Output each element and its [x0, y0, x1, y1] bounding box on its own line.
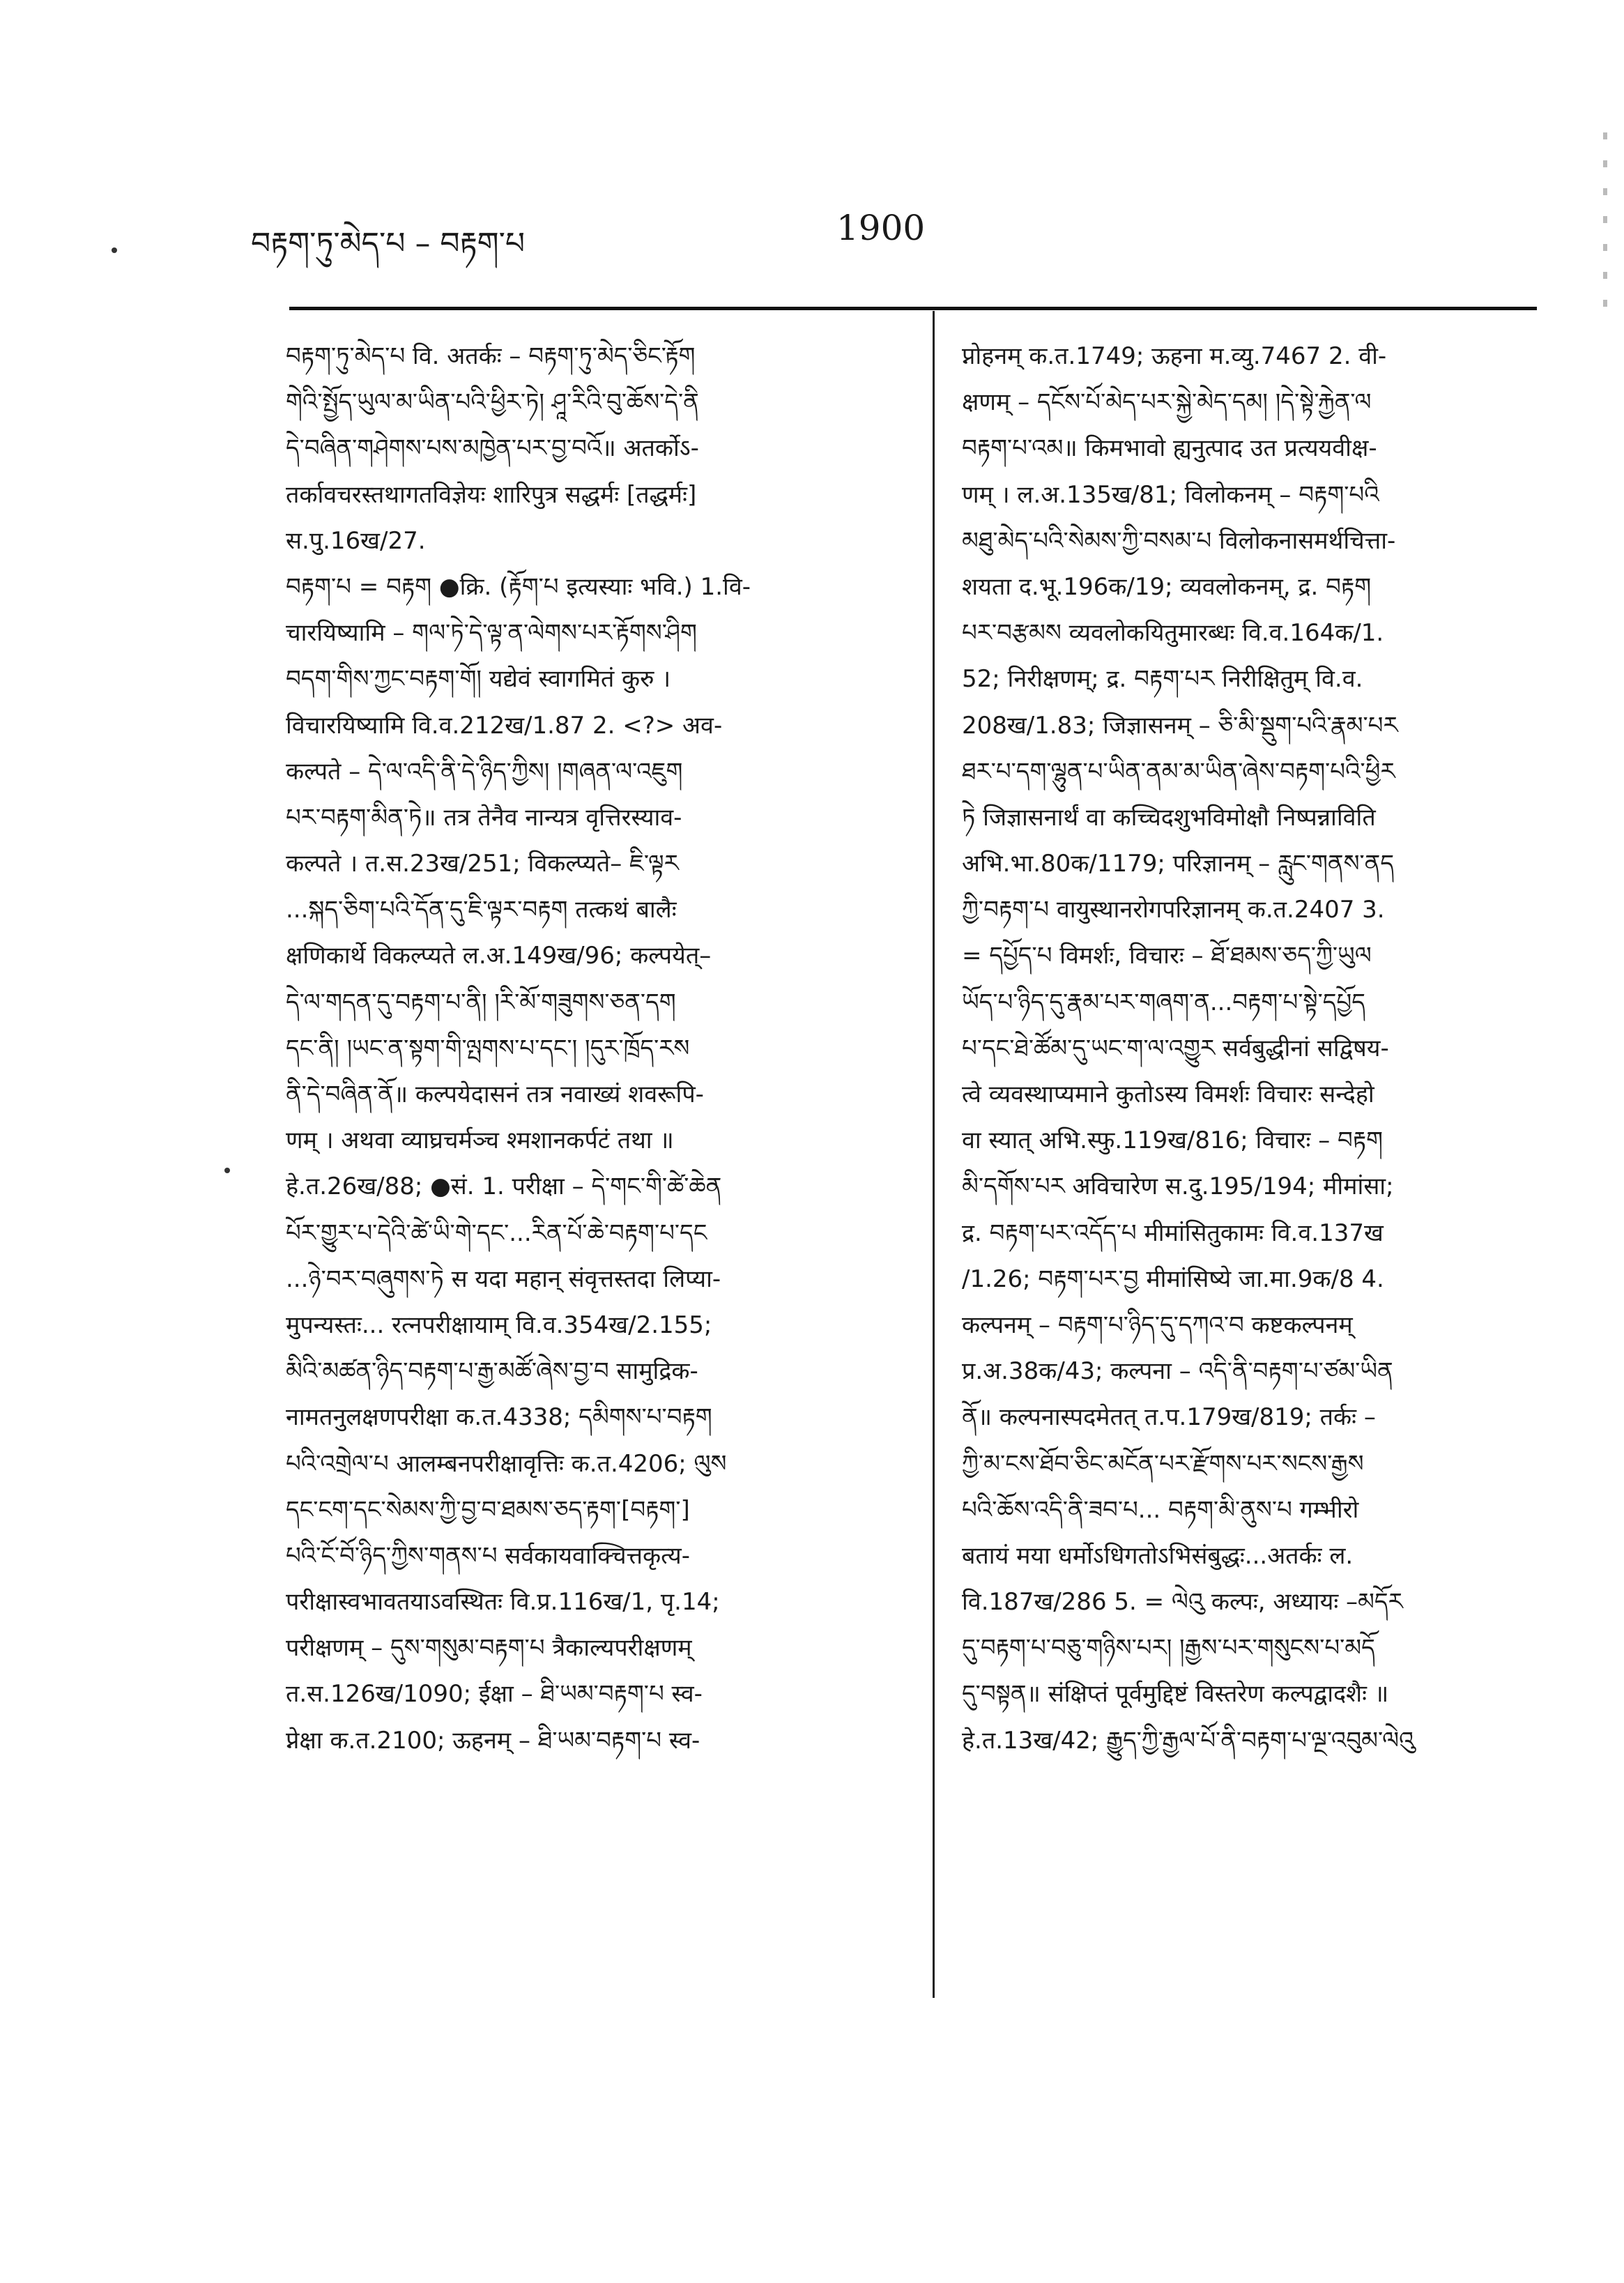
text-line: द्र. བརྟག་པར་འདོད་པ मीमांसितुकामः वि.व.137ख — [962, 1219, 1384, 1247]
text-line: མཐུ་མེད་པའི་སེམས་ཀྱི་བསམ་པ विलोकनासमर्थचित्ता- — [962, 526, 1396, 555]
text-line: མི་དགོས་པར अविचारेण स.दु.195/194; मीमांसा; — [962, 1173, 1394, 1201]
text-line: པའི་ཆོས་འདི་ནི་ཟབ་པ... བརྟག་མི་ནུས་པ गम्भीरो — [962, 1495, 1359, 1524]
speck-mark — [112, 247, 117, 253]
text-line: བརྟག་པ = བརྟག ●क्रि. (རྟོག་པ इत्यस्याः भवि.) 1.वि- — [286, 572, 751, 601]
left-column — [286, 333, 868, 1764]
header-rule — [289, 307, 1537, 310]
text-line: स.पु.16ख/27. — [286, 526, 426, 555]
text-line: बतायं मया धर्मोऽधिगतोऽभिसंबुद्धः...अतर्कः ल. — [962, 1541, 1354, 1570]
text-line: དང་ནི། །ཡང་ན་སྟག་གི་ལྤགས་པ་དང་། །དུར་ཁྲོད་རས — [286, 1034, 690, 1062]
text-line: त.स.126ख/1090; ईक्षा – ཐི་ཡམ་བརྟག་པ स्व- — [286, 1680, 703, 1709]
text-line: དུ་བརྟག་པ་བཅུ་གཉིས་པར། །རྒྱས་པར་གསུངས་པ་མདོ — [962, 1634, 1375, 1663]
speck-mark — [224, 1168, 230, 1173]
text-line: हे.त.13ख/42; རྒྱུད་ཀྱི་རྒྱལ་པོ་ནི་བརྟག་པ་ལྔ་འབུམ་ལེའུ — [962, 1726, 1415, 1755]
text-line: བདག་གིས་ཀྱང་བརྟག་གོ། यद्येवं स्वागमितं कुरु । — [286, 665, 671, 694]
page-number: 1900 — [836, 208, 926, 248]
text-line: པ་དང་ཐེ་ཚོམ་དུ་ཡང་ག་ལ་འགྱུར सर्वबुद्धीनां सद्विषय- — [962, 1034, 1389, 1062]
text-line: मुपन्यस्तः... रत्नपरीक्षायाम् वि.व.354ख/2.155; — [286, 1311, 712, 1339]
text-line: བརྟག་པ་འམ॥ किमभावो ह्यनुत्पाद उत प्रत्ययवीक्ष- — [962, 434, 1377, 463]
text-line: नामतनुलक्षणपरीक्षा क.त.4338; དམིགས་པ་བརྟག — [286, 1403, 712, 1432]
text-line: དེ་ལ་གདན་དུ་བརྟག་པ་ནི། །རི་མོ་གཟུགས་ཅན་དག — [286, 988, 676, 1016]
text-line: परीक्षणम् – དུས་གསུམ་བརྟག་པ त्रैकाल्यपरीक्षणम् — [286, 1634, 692, 1663]
text-line: कल्पनम् – བརྟག་པ་ཉིད་དུ་དཀའ་བ कष्टकल्पनम् — [962, 1311, 1353, 1339]
text-line: कल्पते । त.स.23ख/251; विकल्प्यते– ཇི་ལྟར — [286, 850, 679, 878]
text-line: वा स्यात् अभि.स्फु.119ख/816; विचारः – བརྟག — [962, 1127, 1384, 1155]
text-line: པར་བརྩམས व्यवलोकयितुमारब्धः वि.व.164क/1. — [962, 619, 1384, 648]
text-line: མིའི་མཚན་ཉིད་བརྟག་པ་རྒྱ་མཚོ་ཞེས་བྱ་བ सामुद्रिक- — [286, 1357, 698, 1386]
text-line: ཐར་པ་དག་ལྷུན་པ་ཡིན་ནམ་མ་ཡིན་ཞེས་བརྟག་པའི་ཕྱིར — [962, 757, 1395, 786]
column-divider — [933, 311, 935, 1998]
text-line: चारयिष्यामि – གལ་ཏེ་དེ་ལྟ་ན་ལེགས་པར་རྟོགས་ཤིག — [286, 619, 697, 648]
text-line: ནི་དེ་བཞིན་ནོ॥ कल्पयेदासनं तत्र नवाख्यं शवरूपि- — [286, 1081, 704, 1108]
right-column — [962, 333, 1544, 1764]
text-line: त्वे व्यवस्थाप्यमाने कुतोऽस्य विमर्शः विचारः सन्देहो — [962, 1081, 1374, 1108]
text-line: པོར་གྱུར་པ་དེའི་ཚེ་ཡི་གེ་དང་...རིན་པོ་ཆེ་བརྟག་པ་དང — [286, 1219, 707, 1247]
text-line: णम् । ल.अ.135ख/81; विलोकनम् – བརྟག་པའི — [962, 480, 1379, 509]
text-line: ཡོད་པ་ཉིད་དུ་རྣམ་པར་གཞག་ན...བརྟག་པ་སྟེ་དཔྱོད — [962, 988, 1365, 1016]
text-line: དང་ངག་དང་སེམས་ཀྱི་བྱ་བ་ཐམས་ཅད་རྟག་[བརྟག་] — [286, 1495, 690, 1524]
text-line: ཏེ जिज्ञासनार्थं वा कच्चिदशुभविमोक्षौ निष्पन्नाविति — [962, 803, 1376, 832]
text-line: प्नोहनम् क.त.1749; ऊहना म.व्यु.7467 2. वी- — [962, 342, 1387, 370]
text-line: བརྟག་ཏུ་མེད་པ वि. अतर्कः – བརྟག་ཏུ་མེད་ཅིང་རྟོག — [286, 342, 696, 370]
text-line: པའི་ངོ་བོ་ཉིད་ཀྱིས་གནས་པ सर्वकायवाक्चित्तकृत्य- — [286, 1541, 690, 1570]
text-line: དུ་བསྟན॥ संक्षिप्तं पूर्वमुद्दिष्टं विस्तरेण कल्पद्वादशैः ॥ — [962, 1680, 1389, 1709]
text-line: 208ख/1.83; जिज्ञासनम् – ཅི་མི་སྡུག་པའི་རྣམ་པར — [962, 711, 1398, 740]
text-line: པའི་འགྲེལ་པ आलम्बनपरीक्षावृत्तिः क.त.4206; ལུས — [286, 1449, 727, 1478]
text-line: क्षणम् – དངོས་པོ་མེད་པར་སྐྱེ་མེད་དམ། །དེ་སྟེ་རྐྱེན་ལ — [962, 388, 1372, 417]
text-line: དེ་བཞིན་གཤེགས་པས་མཁྱེན་པར་བྱ་བའོ॥ अतर्कोऽ- — [286, 434, 699, 463]
text-line: परीक्षास्वभावतयाऽवस्थितः वि.प्र.116ख/1, पृ.14; — [286, 1588, 720, 1617]
text-line: क्षणिकार्थे विकल्प्यते ल.अ.149ख/96; कल्पयेत्– — [286, 942, 712, 970]
margin-marks — [1603, 132, 1607, 328]
text-line: /1.26; བརྟག་པར་བྱ मीमांसिष्ये जा.मा.9क/8 4. — [962, 1265, 1384, 1293]
text-line: ཀྱི་མ་ངས་ཐོབ་ཅིང་མངོན་པར་རྫོགས་པར་སངས་རྒྱས — [962, 1449, 1364, 1478]
text-line: प्र.अ.38क/43; कल्पना – འདི་ནི་བརྟག་པ་ཙམ་ཡིན — [962, 1357, 1393, 1386]
text-line: वि.187ख/286 5. = ལེའུ कल्पः, अध्यायः –མདོར — [962, 1588, 1403, 1617]
text-line: ...ཉེ་བར་བཞུགས་ཏེ स यदा महान् संवृत्तस्तदा लिप्या- — [286, 1265, 721, 1293]
text-line: པར་བརྟག་མིན་ཏེ॥ तत्र तेनैव नान्यत्र वृत्तिरस्याव- — [286, 803, 682, 832]
text-line: शयता द.भू.196क/19; व्यवलोकनम्, द्र. བརྟག — [962, 572, 1372, 601]
text-line: हे.त.26ख/88; ●सं. 1. परीक्षा – དེ་གང་གི་ཚེ་ཆེན — [286, 1173, 722, 1201]
text-line: अभि.भा.80क/1179; परिज्ञानम् – རླུང་གནས་ནད — [962, 850, 1395, 878]
text-line: 52; निरीक्षणम्; द्र. བརྟག་པར निरीक्षितुम् वि.व. — [962, 665, 1363, 694]
text-line: णम् । अथवा व्याघ्रचर्मञ्च श्मशानकर्पटं तथा ॥ — [286, 1127, 674, 1155]
text-line: = དཔྱོད་པ विमर्शः, विचारः – ཐོ་ཐམས་ཅད་ཀྱི་ཡུལ — [962, 942, 1372, 970]
text-line: ཀྱི་བརྟག་པ वायुस्थानरोगपरिज्ञानम् क.त.2407 3. — [962, 896, 1385, 924]
text-line: कल्पते – དེ་ལ་འདི་ནི་དེ་ཉིད་ཀྱིས། །གཞན་ལ་འཇུག — [286, 757, 683, 786]
running-header: བརྟག་ཏུ་མེད་པ – བརྟག་པ — [251, 226, 526, 261]
text-line: ...སྐད་ཅིག་པའི་དོན་དུ་ཇི་ལྟར་བརྟག तत्कथं बालैः — [286, 896, 677, 924]
text-line: विचारयिष्यामि वि.व.212ख/1.87 2. <?> अव- — [286, 711, 723, 740]
text-line: प्नेक्षा क.त.2100; ऊहनम् – ཐི་ཡམ་བརྟག་པ स्व- — [286, 1726, 700, 1755]
text-line: གེའི་སྤྱོད་ཡུལ་མ་ཡིན་པའི་ཕྱིར་ཏེ། ཤཱ་རིའི་བུ་ཆོས་དེ་ནི — [286, 388, 699, 417]
text-line: ནོ॥ कल्पनास्पदमेतत् त.प.179ख/819; तर्कः – — [962, 1403, 1376, 1432]
text-line: तर्कावचरस्तथागतविज्ञेयः शारिपुत्र सद्धर्मः [तद्धर्मः] — [286, 480, 697, 509]
